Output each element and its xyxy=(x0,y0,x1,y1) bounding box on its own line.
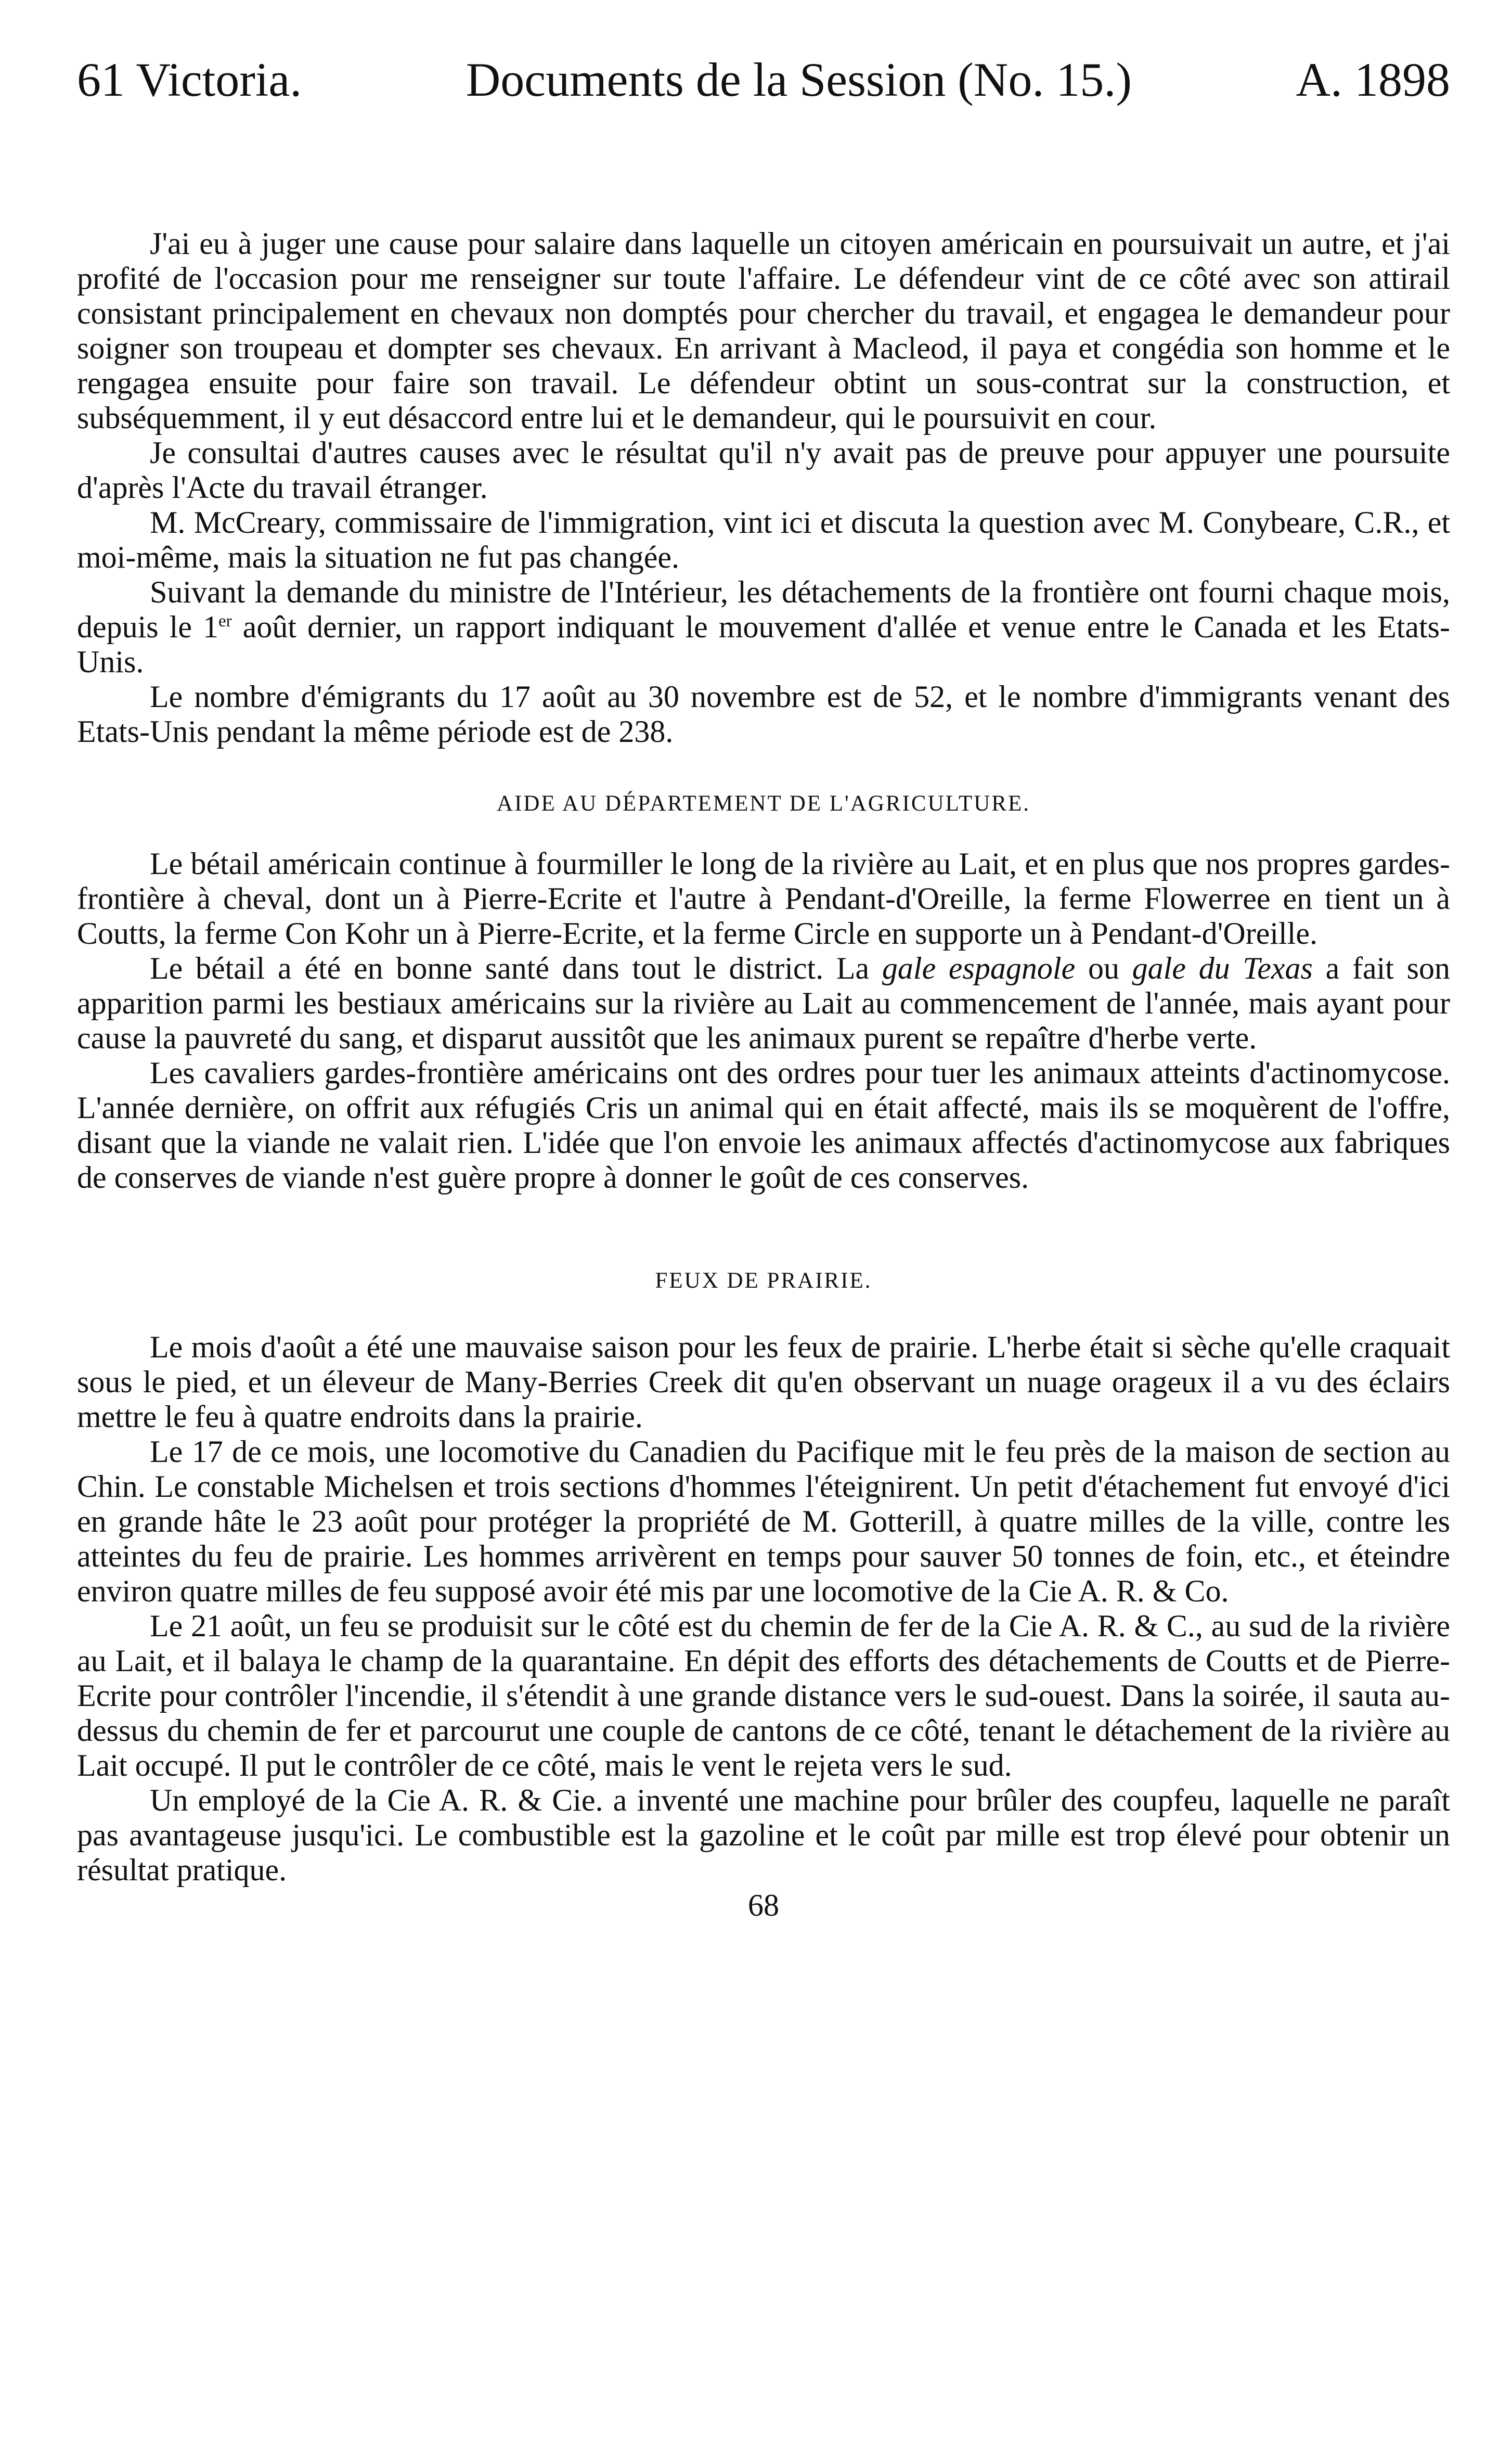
header-year: A. 1898 xyxy=(1296,53,1450,106)
paragraph: Un employé de la Cie A. R. & Cie. a inventé une machine pour brûler des coupfeu, laquelle ne paraît pas avantageuse jusqu'ici. Le combustible est la gazoline et le coût par mille est trop élevé pour obtenir un résultat pratique. xyxy=(77,1783,1450,1887)
paragraph: M. McCreary, commissaire de l'immigration, vint ici et discuta la question avec M. Conybeare, C.R., et moi-même, mais la situation ne fut pas changée. xyxy=(77,505,1450,574)
paragraph: Le mois d'août a été une mauvaise saison pour les feux de prairie. L'herbe était si sèche qu'elle craquait sous le pied, et un éleveur de Many-Berries Creek dit qu'en observant un nuage orageux il a vu des éclairs mettre le feu à quatre endroits dans la prairie. xyxy=(77,1330,1450,1434)
agriculture-section-text xyxy=(77,846,1450,1195)
document-page xyxy=(77,52,1450,1923)
page-number: 68 xyxy=(748,1888,779,1922)
header-regnal-year: 61 Victoria. xyxy=(77,53,302,106)
paragraph: Le 21 août, un feu se produisit sur le côté est du chemin de fer de la Cie A. R. & C., au sud de la rivière au Lait, et il balaya le champ de la quarantaine. En dépit des efforts des détachements de Coutts et de Pierre-Ecrite pour contrôler l'incendie, il s'étendit à une grande distance vers le sud-ouest. Dans la soirée, il sauta au-dessus du chemin de fer et parcourut une couple de cantons de ce côté, tenant le détachement de la rivière au Lait occupé. Il put le contrôler de ce côté, mais le vent le rejeta vers le sud. xyxy=(77,1609,1450,1782)
paragraph: Le bétail américain continue à fourmiller le long de la rivière au Lait, et en plus que nos propres gardes-frontière à cheval, dont un à Pierre-Ecrite et l'autre à Pendant-d'Oreille, la ferme Flowerree en tient un à Coutts, la ferme Con Kohr un à Pierre-Ecrite, et la ferme Circle en supporte un à Pendant-d'Oreille. xyxy=(77,846,1450,951)
paragraph: Les cavaliers gardes-frontière américains ont des ordres pour tuer les animaux atteints d'actinomycose. L'année dernière, on offrit aux réfugiés Cris un animal qui en était affecté, mais ils se moquèrent de l'offre, disant que la viande ne valait rien. L'idée que l'on envoie les animaux affectés d'actinomycose aux fabriques de conserves de viande n'est guère propre à donner le goût de ces conserves. xyxy=(77,1056,1450,1195)
paragraph: Le 17 de ce mois, une locomotive du Canadien du Pacifique mit le feu près de la maison de section au Chin. Le constable Michelsen et trois sections d'hommes l'éteignirent. Un petit d'étachement fut envoyé d'ici en grande hâte le 23 août pour protéger la propriété de M. Gotterill, à quatre milles de la ville, contre les atteintes du feu de prairie. Les hommes arrivèrent en temps pour sauver 50 tonnes de foin, etc., et éteindre environ quatre milles de feu supposé avoir été mis par une locomotive de la Cie A. R. & Co. xyxy=(77,1434,1450,1608)
section-heading-agriculture: AIDE AU DÉPARTEMENT DE L'AGRICULTURE. xyxy=(497,791,1030,816)
intro-text xyxy=(77,226,1450,749)
paragraph: Suivant la demande du ministre de l'Intérieur, les détachements de la frontière ont fourni chaque mois, depuis le 1er août dernier, un rapport indiquant le mouvement d'allée et venue entre le Canada et les Etats-Unis. xyxy=(77,575,1450,679)
section-heading-prairie-fires: FEUX DE PRAIRIE. xyxy=(655,1268,872,1293)
running-header xyxy=(77,52,1450,120)
paragraph: Je consultai d'autres causes avec le résultat qu'il n'y avait pas de preuve pour appuyer une poursuite d'après l'Acte du travail étranger. xyxy=(77,435,1450,505)
prairie-fires-section-text xyxy=(77,1330,1450,1888)
header-document-title: Documents de la Session (No. 15.) xyxy=(466,53,1132,106)
paragraph: Le nombre d'émigrants du 17 août au 30 novembre est de 52, et le nombre d'immigrants venant des Etats-Unis pendant la même période est de 238. xyxy=(77,679,1450,749)
paragraph: J'ai eu à juger une cause pour salaire dans laquelle un citoyen américain en poursuivait un autre, et j'ai profité de l'occasion pour me renseigner sur toute l'affaire. Le défendeur vint de ce côté avec son attirail consistant principalement en chevaux non domptés pour chercher du travail, et engagea le demandeur pour soigner son troupeau et dompter ses chevaux. En arrivant à Macleod, il paya et congédia son homme et le rengagea ensuite pour faire son travail. Le défendeur obtint un sous-contrat sur la construction, et subséquemment, il y eut désaccord entre lui et le demandeur, qui le poursuivit en cour. xyxy=(77,226,1450,435)
paragraph: Le bétail a été en bonne santé dans tout le district. La gale espagnole ou gale du Texas a fait son apparition parmi les bestiaux américains sur la rivière au Lait au commencement de l'année, mais ayant pour cause la pauvreté du sang, et disparut aussitôt que les animaux purent se repaître d'herbe verte. xyxy=(77,951,1451,1055)
